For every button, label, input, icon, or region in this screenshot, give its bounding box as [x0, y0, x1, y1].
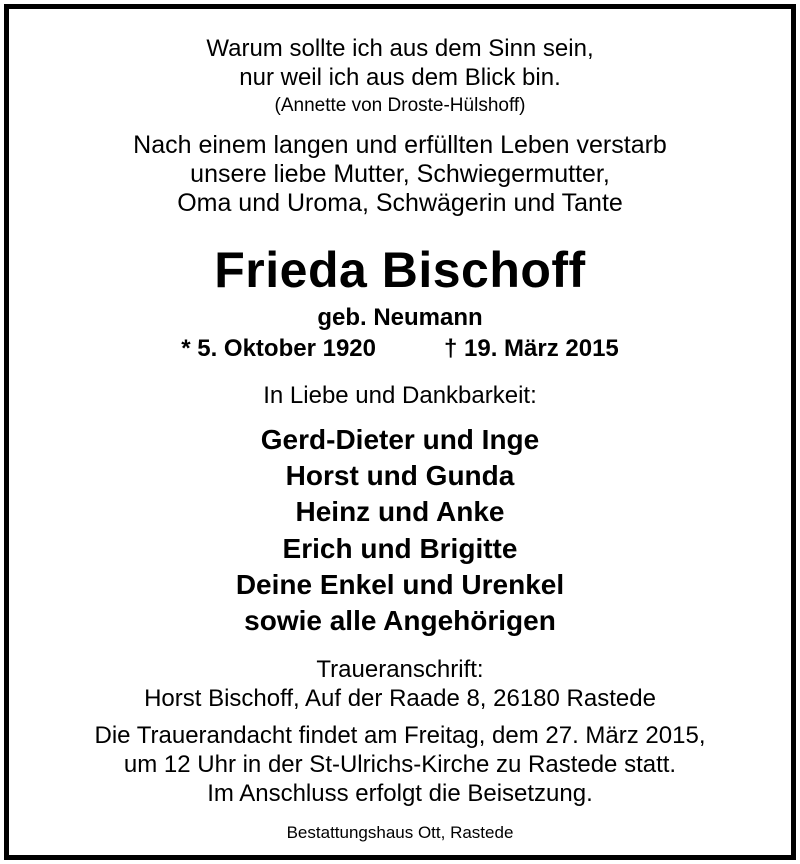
mourner-4: Erich und Brigitte: [282, 533, 518, 564]
intro-line-1: Nach einem langen und erfüllten Leben verstarb: [133, 131, 667, 159]
mourner-2: Horst und Gunda: [285, 460, 515, 491]
death-date: † 19. März 2015: [443, 335, 619, 362]
quote-line-1: Warum sollte ich aus dem Sinn sein,: [206, 35, 594, 62]
service-line-2: um 12 Uhr in der St-Ulrichs-Kirche zu Rastede statt.: [123, 751, 677, 778]
mourner-6: sowie alle Angehörigen: [244, 605, 556, 636]
life-dates: [9, 337, 791, 361]
mourner-3: Heinz und Anke: [295, 496, 505, 527]
obituary-notice: [4, 4, 796, 860]
birth-date: * 5. Oktober 1920: [181, 335, 376, 362]
quote-line-2: nur weil ich aus dem Blick bin.: [239, 64, 561, 91]
funeral-home: Bestattungshaus Ott, Rastede: [286, 823, 514, 842]
maiden-name: geb. Neumann: [317, 304, 483, 331]
quote-author: (Annette von Droste-Hülshoff): [274, 95, 526, 116]
address-label: Traueranschrift:: [316, 656, 484, 683]
service-line-3: Im Anschluss erfolgt die Beisetzung.: [207, 780, 593, 807]
mourner-5: Deine Enkel und Urenkel: [235, 569, 565, 600]
intro-line-2: unsere liebe Mutter, Schwiegermutter,: [190, 160, 610, 188]
service-line-1: Die Trauerandacht findet am Freitag, dem 27. März 2015,: [94, 722, 706, 749]
deceased-name: Frieda Bischoff: [214, 242, 586, 298]
mourner-1: Gerd-Dieter und Inge: [260, 424, 540, 455]
thanks-line: In Liebe und Dankbarkeit:: [263, 382, 537, 409]
intro-line-3: Oma und Uroma, Schwägerin und Tante: [177, 189, 623, 217]
address-text: Horst Bischoff, Auf der Raade 8, 26180 Rastede: [144, 685, 656, 712]
